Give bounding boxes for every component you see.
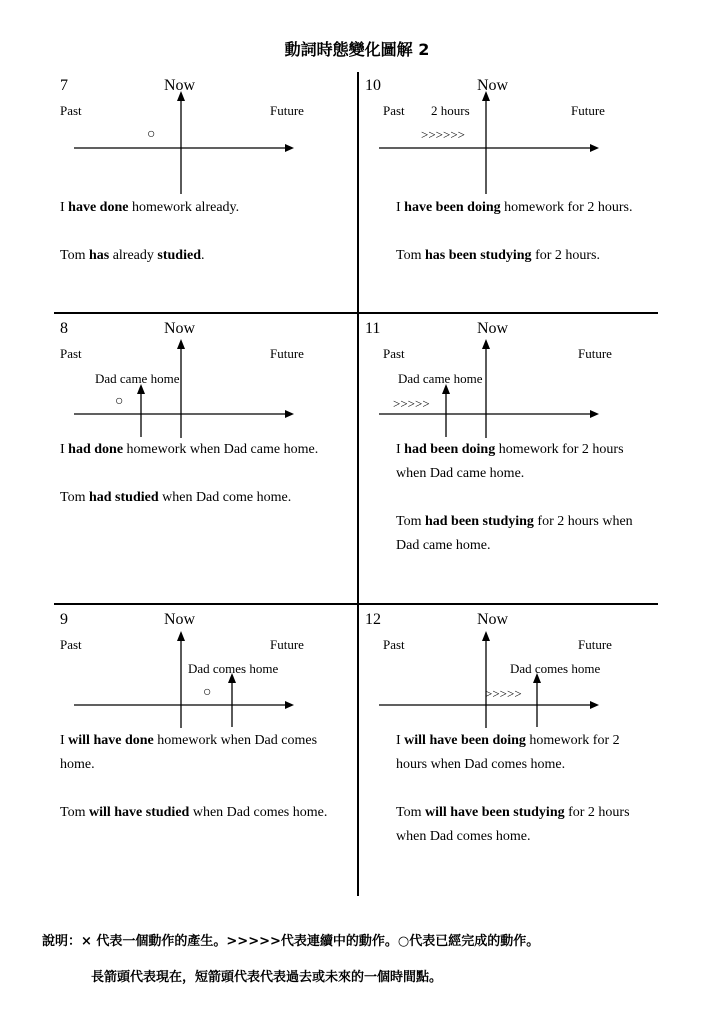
event-label: Dad came home — [95, 371, 180, 386]
tense-cell-11 — [365, 320, 665, 610]
future-label: Future — [578, 637, 612, 652]
timeline-diagram — [60, 77, 360, 207]
timeline-arrowhead — [590, 410, 599, 418]
cell-number: 11 — [365, 320, 381, 337]
timeline-arrowhead — [590, 144, 599, 152]
legend-note-2: 長箭頭代表現在，短箭頭代表代表過去或未來的一個時間點。 — [91, 970, 443, 985]
cell-number: 9 — [60, 611, 68, 628]
now-label: Now — [164, 320, 196, 337]
example-sentence-1: I had been doing homework for 2 hours when Dad came home. — [396, 442, 624, 481]
legend-note-1: 說明：× 代表一個動作的產生。>>>>>代表連續中的動作。○代表已經完成的動作。 — [42, 934, 540, 949]
past-label: Past — [383, 103, 405, 118]
past-label: Past — [383, 346, 405, 361]
completed-circle: ○ — [115, 394, 124, 409]
future-label: Future — [571, 103, 605, 118]
completed-circle: ○ — [203, 685, 212, 700]
cell-number: 8 — [60, 320, 68, 337]
continuous-arrows: >>>>>> — [421, 127, 465, 142]
event-label: Dad came home — [398, 371, 483, 386]
now-arrowhead — [177, 339, 185, 349]
example-sentence-2: Tom will have studied when Dad comes home. — [60, 805, 328, 820]
page-title: 動詞時態變化圖解 2 — [284, 40, 430, 59]
example-sentence-1: I will have been doing homework for 2 hours when Dad comes home. — [396, 733, 620, 772]
example-sentence-2: Tom will have been studying for 2 hours when Dad comes home. — [396, 805, 630, 844]
tense-cell-9 — [60, 611, 360, 901]
timeline-arrowhead — [285, 701, 294, 709]
example-sentence-1: I have done homework already. — [60, 200, 240, 215]
example-sentence-2: Tom has been studying for 2 hours. — [396, 248, 600, 263]
now-label: Now — [477, 611, 509, 628]
example-sentence-1: I have been doing homework for 2 hours. — [396, 200, 633, 215]
continuous-arrows: >>>>> — [393, 396, 430, 411]
now-arrowhead — [482, 339, 490, 349]
timeline-diagram — [365, 77, 665, 207]
example-sentence-2: Tom had studied when Dad come home. — [60, 490, 292, 505]
example-sentence-1: I had done homework when Dad came home. — [60, 442, 319, 457]
timeline-arrowhead — [590, 701, 599, 709]
event-label: Dad comes home — [510, 661, 601, 676]
duration-label: 2 hours — [431, 103, 470, 118]
past-label: Past — [60, 637, 82, 652]
past-label: Past — [60, 346, 82, 361]
tense-cell-12 — [365, 611, 665, 901]
cell-number: 12 — [365, 611, 381, 628]
example-sentence-2: Tom had been studying for 2 hours when Dad came home. — [396, 514, 633, 553]
future-label: Future — [270, 346, 304, 361]
cell-number: 7 — [60, 77, 68, 94]
future-label: Future — [270, 103, 304, 118]
now-label: Now — [164, 611, 196, 628]
completed-circle: ○ — [147, 127, 156, 142]
timeline-arrowhead — [285, 410, 294, 418]
timeline-arrowhead — [285, 144, 294, 152]
example-sentence-2: Tom has already studied. — [60, 248, 205, 263]
past-label: Past — [383, 637, 405, 652]
now-label: Now — [164, 77, 196, 94]
event-label: Dad comes home — [188, 661, 279, 676]
now-arrowhead — [482, 631, 490, 641]
now-arrowhead — [177, 631, 185, 641]
tense-cell-8 — [60, 320, 360, 610]
future-label: Future — [578, 346, 612, 361]
example-sentence-1: I will have done homework when Dad comes home. — [60, 733, 318, 772]
now-label: Now — [477, 77, 509, 94]
past-label: Past — [60, 103, 82, 118]
cell-number: 10 — [365, 77, 381, 94]
now-label: Now — [477, 320, 509, 337]
continuous-arrows: >>>>> — [485, 686, 522, 701]
future-label: Future — [270, 637, 304, 652]
